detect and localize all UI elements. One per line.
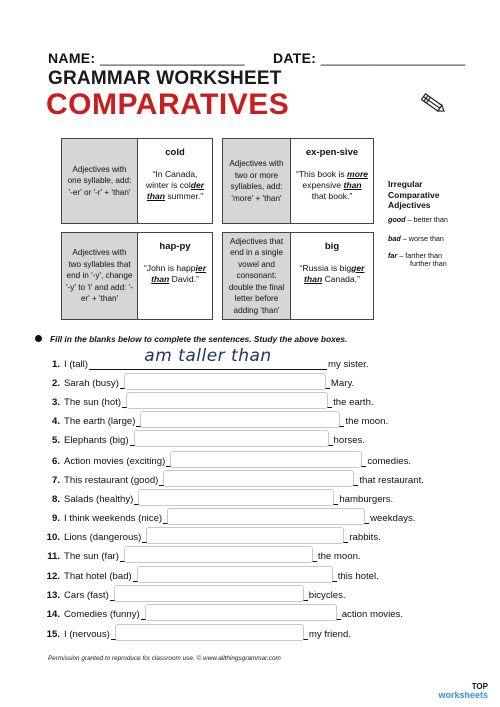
sentence-row — [30, 471, 424, 489]
sentence-ending: bicycles. — [308, 589, 346, 601]
sentence-row — [30, 393, 374, 411]
sentence-number: 4. — [51, 415, 60, 427]
sentence-ending: my friend. — [308, 628, 351, 640]
answer-blank[interactable] — [110, 590, 308, 601]
date-field — [273, 50, 465, 68]
sentence-ending: my sister. — [327, 358, 369, 370]
sentence-ending: comedies. — [367, 455, 412, 467]
sentence-prompt: This restaurant (good) — [64, 474, 159, 486]
answer-blank[interactable] — [133, 571, 337, 582]
answer-blank[interactable] — [122, 397, 332, 408]
rule-box-two-syllables — [222, 138, 374, 224]
irregular-bad: bad – worse than — [388, 234, 444, 243]
sentence-number: 14. — [46, 608, 60, 620]
sentence-row — [30, 605, 403, 623]
sentence-row — [30, 625, 351, 643]
sentence-row — [30, 528, 381, 546]
sentence-number: 8. — [51, 493, 60, 505]
worksheet-subtitle: COMPARATIVES — [46, 88, 290, 121]
sentence-prompt: Comedies (funny) — [64, 608, 140, 620]
sentence-number: 15. — [46, 628, 60, 640]
answer-blank[interactable] — [141, 609, 341, 620]
date-line: ____________________ — [320, 51, 466, 66]
rule-text: Adjectives that end in a single vowel and consonant: double the final letter before adding 'than' — [223, 233, 291, 319]
example-word: hap-py — [159, 241, 191, 252]
answer-text: am taller than — [144, 345, 272, 366]
rule-example — [291, 233, 373, 319]
example-sentence: “John is happier than David.” — [143, 263, 207, 284]
sentence-ending: this hotel. — [337, 570, 379, 582]
sentence-ending: weekdays. — [370, 512, 416, 524]
sentence-row — [30, 509, 415, 527]
sentence-row — [30, 374, 354, 392]
sentence-ending: the earth. — [333, 396, 374, 408]
name-line: ____________________ — [99, 51, 245, 66]
rule-box-one-syllable — [61, 138, 213, 224]
answer-input[interactable] — [114, 585, 304, 602]
sentence-row — [30, 345, 369, 373]
sentence-number: 12. — [46, 570, 60, 582]
irregular-far-alt: further than — [410, 259, 447, 268]
answer-input[interactable] — [167, 508, 365, 525]
example-sentence: “This book is more expensive than that book.” — [295, 169, 369, 201]
rule-text: Adjectives with two or more syllables, add: 'more' + 'than' — [223, 139, 291, 223]
sentence-prompt: I (nervous) — [64, 628, 110, 640]
sentence-ending: hamburgers. — [339, 493, 394, 505]
answer-blank[interactable] — [120, 378, 330, 389]
sentence-prompt: Sarah (busy) — [64, 377, 119, 389]
answer-blank[interactable] — [136, 416, 344, 427]
sentence-prompt: The earth (large) — [64, 415, 136, 427]
answer-input[interactable] — [134, 430, 329, 447]
answer-blank[interactable] — [134, 494, 338, 505]
sentence-prompt: The sun (hot) — [64, 396, 122, 408]
sentence-prompt: I (tall) — [64, 358, 88, 370]
date-label: DATE: — [273, 50, 317, 66]
sentence-ending: action movies. — [341, 608, 404, 620]
answer-input[interactable] — [126, 392, 328, 409]
brand-logo: TOP worksheets — [438, 682, 488, 700]
sentence-row — [30, 586, 346, 604]
answer-blank[interactable] — [120, 551, 317, 562]
answer-input[interactable] — [146, 527, 344, 544]
rule-example — [291, 139, 373, 223]
sentence-number: 5. — [51, 434, 60, 446]
sentence-row — [30, 412, 388, 430]
example-word: cold — [165, 147, 185, 158]
sentence-number: 6. — [51, 455, 60, 467]
sentence-prompt: Cars (fast) — [64, 589, 109, 601]
sentence-row — [30, 490, 393, 508]
answer-blank[interactable] — [142, 532, 348, 543]
answer-input[interactable] — [140, 411, 340, 428]
rule-box-ending-y — [61, 232, 213, 320]
sentence-prompt: Lions (dangerous) — [64, 531, 142, 543]
rule-text: Adjectives with two syllables that end in '-y', change '-y' to 'i' and add: '-er' + 'than' — [62, 233, 138, 319]
answer-input[interactable] — [124, 373, 326, 390]
example-sentence: “Russia is bigger than Canada.” — [299, 263, 365, 284]
sentence-prompt: That hotel (bad) — [64, 570, 132, 582]
name-label: NAME: — [48, 50, 96, 66]
irregular-title: Irregular Comparative Adjectives — [388, 179, 440, 210]
sentence-number: 9. — [51, 512, 60, 524]
sentence-number: 10. — [46, 531, 60, 543]
answer-blank[interactable] — [159, 475, 358, 486]
sentence-number: 2. — [51, 377, 60, 389]
rule-text: Adjectives with one syllable, add: '-er' or '-r' + 'than' — [62, 139, 138, 223]
rule-example — [138, 139, 212, 223]
answer-input[interactable] — [124, 546, 313, 563]
sentence-ending: the moon. — [317, 550, 361, 562]
sentence-prompt: Salads (healthy) — [64, 493, 134, 505]
answer-blank[interactable] — [89, 345, 327, 370]
answer-input[interactable] — [115, 624, 304, 641]
sentence-prompt: I think weekends (nice) — [64, 512, 163, 524]
rule-box-double-letter — [222, 232, 374, 320]
sentence-row — [30, 431, 365, 449]
sentence-ending: horses. — [333, 434, 365, 446]
irregular-good: good – better than — [388, 215, 448, 224]
example-sentence: “In Canada, winter is colder than summer.” — [145, 169, 205, 201]
sentence-row — [30, 547, 361, 565]
worksheet-title: GRAMMAR WORKSHEET — [48, 68, 282, 89]
sentence-number: 1. — [51, 358, 60, 370]
copyright-footer: Permission granted to reproduce for classroom use. © www.allthingsgrammar.com — [48, 655, 281, 662]
rule-example — [138, 233, 212, 319]
irregular-far: far – farther than — [388, 251, 442, 260]
answer-blank[interactable] — [163, 513, 369, 524]
answer-input[interactable] — [163, 470, 354, 487]
sentence-prompt: Action movies (exciting) — [64, 455, 166, 467]
pencil-icon — [418, 92, 448, 121]
sentence-ending: Mary. — [330, 377, 355, 389]
answer-input[interactable] — [137, 566, 333, 583]
answer-input[interactable] — [138, 489, 334, 506]
sentence-number: 7. — [51, 474, 60, 486]
sentence-prompt: The sun (far) — [64, 550, 119, 562]
instructions: Fill in the blanks below to complete the sentences. Study the above boxes. — [50, 334, 348, 344]
sentence-number: 13. — [46, 589, 60, 601]
answer-blank[interactable] — [166, 456, 366, 467]
bullet-icon — [35, 335, 42, 342]
sentence-ending: the moon. — [345, 415, 389, 427]
answer-input[interactable] — [145, 604, 337, 621]
sentence-ending: rabbits. — [349, 531, 381, 543]
sentence-row — [30, 567, 379, 585]
answer-input[interactable] — [170, 451, 362, 468]
example-word: ex-pen-sive — [305, 147, 359, 158]
sentence-number: 11. — [47, 550, 60, 562]
answer-blank[interactable] — [111, 629, 308, 640]
sentence-number: 3. — [51, 396, 60, 408]
sentence-prompt: Elephants (big) — [64, 434, 129, 446]
sentence-row — [30, 452, 411, 470]
sentence-ending: that restaurant. — [359, 474, 424, 486]
name-field — [48, 50, 244, 68]
example-word: big — [324, 241, 340, 252]
answer-blank[interactable] — [130, 435, 333, 446]
